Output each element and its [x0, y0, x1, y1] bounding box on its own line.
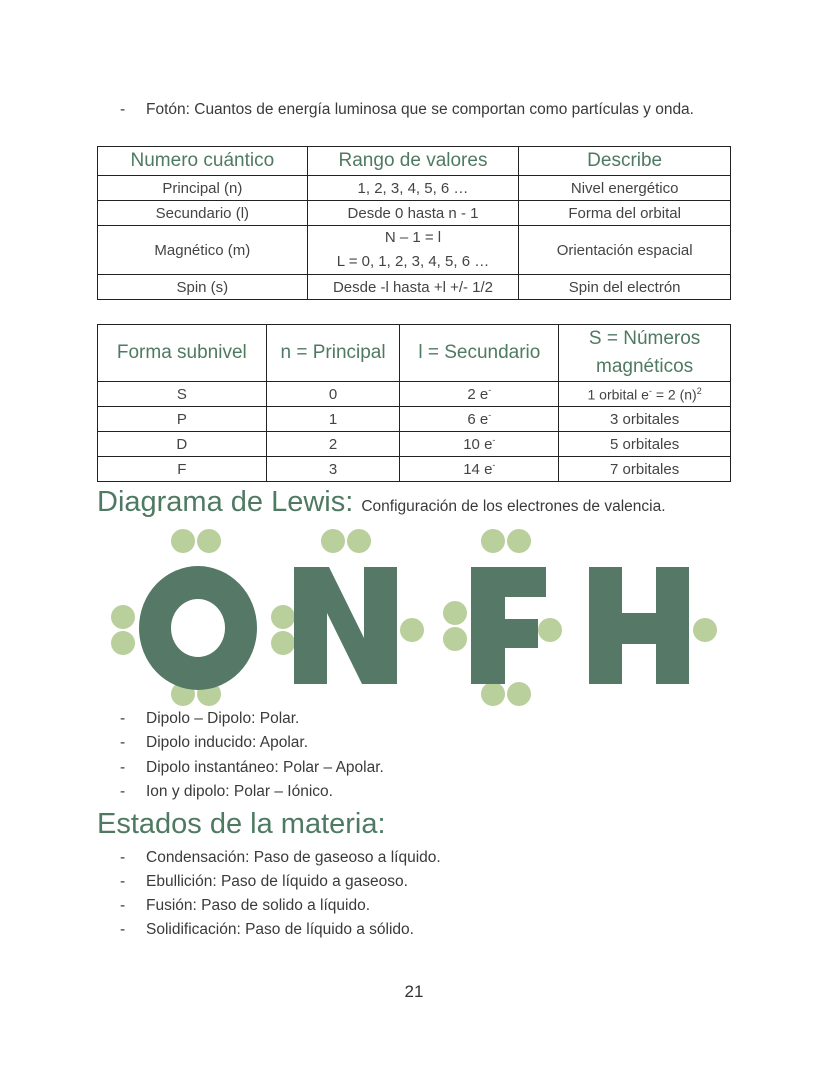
table-cell	[400, 432, 559, 457]
electron-dot	[443, 627, 467, 651]
header-cell: Rango de valores	[307, 147, 519, 176]
header-cell: l = Secundario	[400, 325, 559, 382]
quantum-numbers-table	[97, 146, 731, 300]
table-cell: S	[98, 382, 267, 407]
bullet-text: Dipolo instantáneo: Polar – Apolar.	[146, 759, 384, 776]
bullet-item	[120, 731, 308, 755]
table-header-row	[98, 325, 731, 382]
table-cell: 3 orbitales	[559, 407, 731, 432]
table-cell: Secundario (l)	[98, 201, 308, 226]
cell-line: N – 1 = l	[384, 229, 442, 246]
bullet-dash: -	[120, 710, 126, 727]
table-cell: 3	[266, 457, 400, 482]
electron-dot	[271, 631, 295, 655]
electron-dot	[271, 605, 295, 629]
page-number: 21	[404, 982, 424, 1001]
electron-dot	[171, 529, 195, 553]
table-row	[98, 457, 731, 482]
header-cell: Forma subnivel	[98, 325, 267, 382]
bullet-item	[120, 707, 299, 731]
letter-f	[471, 567, 546, 684]
bullet-text: Ebullición: Paso de líquido a gaseoso.	[146, 873, 408, 890]
bullet-dash: -	[120, 849, 126, 866]
table-cell: Nivel energético	[519, 176, 731, 201]
electron-dot	[507, 529, 531, 553]
header-cell: Numero cuántico	[98, 147, 308, 176]
orbital-text: 1 orbital e	[587, 386, 649, 403]
table-cell: Forma del orbital	[519, 201, 731, 226]
table-row	[98, 407, 731, 432]
bullet-dash: -	[120, 101, 126, 118]
lewis-title: Diagrama de Lewis:	[97, 486, 354, 518]
orbital-formula: = 2 (n)	[651, 386, 697, 403]
table-row	[98, 226, 731, 275]
table-cell: Magnético (m)	[98, 226, 308, 275]
bullet-dash: -	[120, 734, 126, 751]
bullet-text: Dipolo inducido: Apolar.	[146, 734, 309, 751]
bullet-dash: -	[120, 921, 126, 938]
letter-n	[294, 567, 397, 684]
cell-line: L = 0, 1, 2, 3, 4, 5, 6 …	[336, 253, 490, 270]
electron-dot	[481, 682, 505, 706]
table-cell: Spin del electrón	[519, 275, 731, 300]
table-row	[98, 201, 731, 226]
charge-sup: -	[488, 410, 492, 420]
table-cell	[307, 226, 519, 275]
table-cell: D	[98, 432, 267, 457]
table-cell: Orientación espacial	[519, 226, 731, 275]
electron-dot	[481, 529, 505, 553]
bullet-dash: -	[120, 897, 126, 914]
table-cell: Spin (s)	[98, 275, 308, 300]
bullet-item	[120, 846, 441, 870]
electron-dot	[443, 601, 467, 625]
table-cell: Desde 0 hasta n - 1	[307, 201, 519, 226]
charge-sup: -	[492, 435, 496, 445]
bullet-dash: -	[120, 783, 126, 800]
bullet-item	[120, 918, 414, 942]
electron-count: 14 e	[463, 461, 493, 478]
electron-dot	[321, 529, 345, 553]
electron-count: 6 e	[467, 411, 489, 428]
table-cell	[400, 407, 559, 432]
lewis-diagram	[0, 520, 828, 710]
table-row	[98, 382, 731, 407]
charge-sup: -	[648, 385, 652, 396]
foton-text: Fotón: Cuantos de energía luminosa que se comportan como partículas y onda.	[146, 101, 694, 118]
foton-bullet	[120, 98, 740, 122]
electron-dot	[538, 618, 562, 642]
electron-count: 10 e	[463, 436, 493, 453]
electron-dot	[507, 682, 531, 706]
electron-dot	[111, 631, 135, 655]
table-cell	[400, 382, 559, 407]
table-cell: 1, 2, 3, 4, 5, 6 …	[307, 176, 519, 201]
header-line: S = Números	[588, 328, 701, 349]
bullet-text: Fusión: Paso de solido a líquido.	[146, 897, 371, 914]
electron-dot	[400, 618, 424, 642]
header-line: magnéticos	[596, 356, 694, 377]
table-cell: F	[98, 457, 267, 482]
charge-sup: -	[488, 385, 492, 395]
estados-heading: Estados de la materia:	[97, 808, 386, 840]
table-cell: 1	[266, 407, 400, 432]
table-cell: Desde -l hasta +l +/- 1/2	[307, 275, 519, 300]
header-cell: Describe	[519, 147, 731, 176]
table-row	[98, 432, 731, 457]
table-cell: Principal (n)	[98, 176, 308, 201]
header-cell	[559, 325, 731, 382]
electron-dot	[197, 529, 221, 553]
letter-h	[589, 567, 689, 684]
bullet-item	[120, 870, 408, 894]
electron-dot	[111, 605, 135, 629]
table-cell: 7 orbitales	[559, 457, 731, 482]
table-cell	[400, 457, 559, 482]
bullet-dash: -	[120, 873, 126, 890]
lewis-subtitle: Configuración de los electrones de valencia.	[361, 498, 666, 515]
table-cell	[559, 382, 731, 407]
electron-dot	[347, 529, 371, 553]
table-row	[98, 275, 731, 300]
charge-sup: -	[492, 460, 496, 470]
table-cell: 0	[266, 382, 400, 407]
bullet-text: Dipolo – Dipolo: Polar.	[146, 710, 300, 727]
electron-count: 2 e	[467, 386, 489, 403]
table-cell: 2	[266, 432, 400, 457]
table-cell: 5 orbitales	[559, 432, 731, 457]
bullet-item	[120, 894, 370, 918]
table-row	[98, 176, 731, 201]
bullet-item	[120, 780, 333, 804]
lewis-heading	[97, 486, 666, 519]
bullet-text: Condensación: Paso de gaseoso a líquido.	[146, 849, 441, 866]
bullet-text: Ion y dipolo: Polar – Iónico.	[146, 783, 333, 800]
subshell-table	[97, 324, 731, 482]
bullet-dash: -	[120, 759, 126, 776]
table-header-row	[98, 147, 731, 176]
letter-o	[139, 566, 257, 690]
table-cell: P	[98, 407, 267, 432]
exponent-sup: 2	[696, 385, 702, 396]
header-cell: n = Principal	[266, 325, 400, 382]
electron-dot	[693, 618, 717, 642]
bullet-text: Solidificación: Paso de líquido a sólido.	[146, 921, 414, 938]
bullet-item	[120, 756, 384, 780]
